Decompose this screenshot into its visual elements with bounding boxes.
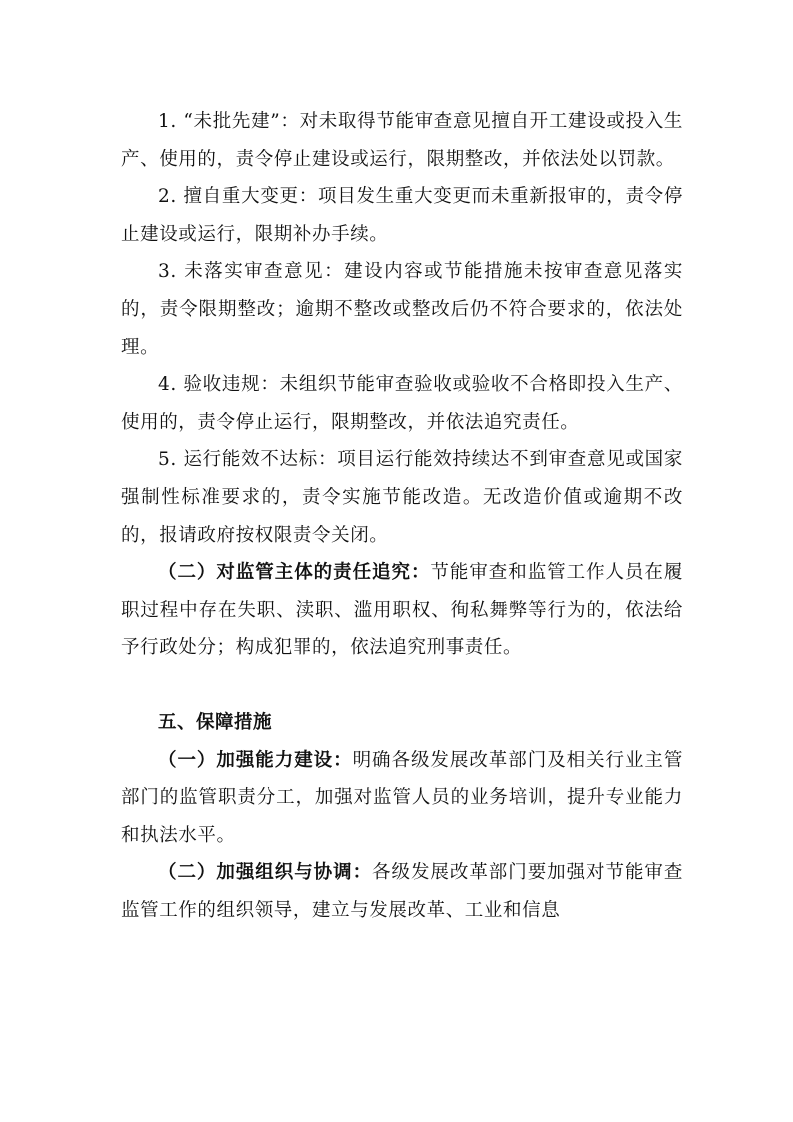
section-spacer — [121, 667, 683, 704]
item-text: 建设内容或节能措施未按审查意见落实的，责令限期整改；逾期不整改或整改后仍不符合要求的，依法处理。 — [121, 261, 683, 358]
item-efficiency-not-met — [121, 441, 683, 554]
measure-organization-coordination — [121, 854, 683, 929]
item-lead: 3. 未落实审查意见： — [158, 261, 345, 283]
item-text: 未组织节能审查验收或验收不合格即投入生产、使用的，责令停止运行，限期整改，并依法追究责任。 — [121, 374, 683, 433]
item-text: 对未取得节能审查意见擅自开工建设或投入生产、使用的，责令停止建设或运行，限期整改，并依法处以罚款。 — [121, 111, 683, 170]
item-lead: 1. “未批先建”： — [158, 111, 300, 132]
measure-capacity-building — [121, 742, 683, 855]
measure-text: 明确各级发展改革部门及相关行业主管部门的监管职责分工，加强对监管人员的业务培训，提升专业能力和执法水平。 — [121, 749, 683, 846]
measure-text: 各级发展改革部门要加强对节能审查监管工作的组织领导，建立与发展改革、工业和信息 — [121, 862, 683, 921]
item-unauthorized-change — [121, 178, 683, 253]
item-text: 项目运行能效持续达不到审查意见或国家强制性标准要求的，责令实施节能改造。无改造价值或逾期不改的，报请政府按权限责令关闭。 — [121, 449, 683, 546]
section-heading: 五、保障措施 — [158, 711, 273, 733]
measure-lead: （二）加强组织与协调： — [158, 862, 373, 884]
item-lead: 2. 擅自重大变更： — [158, 186, 318, 208]
item-lead: 4. 验收违规： — [158, 374, 280, 396]
accountability-paragraph — [121, 554, 683, 667]
item-opinion-not-implemented — [121, 253, 683, 366]
measure-lead: （一）加强能力建设： — [158, 749, 353, 771]
accountability-lead: （二）对监管主体的责任追究： — [158, 562, 431, 584]
item-unapproved-construction — [121, 103, 683, 178]
document-body — [121, 103, 683, 929]
item-text: 项目发生重大变更而未重新报审的，责令停止建设或运行，限期补办手续。 — [121, 186, 683, 245]
item-lead: 5. 运行能效不达标： — [158, 449, 338, 471]
item-acceptance-violation — [121, 366, 683, 441]
accountability-text: 节能审查和监管工作人员在履职过程中存在失职、渎职、滥用职权、徇私舞弊等行为的，依法给予行政处分；构成犯罪的，依法追究刑事责任。 — [121, 562, 683, 659]
